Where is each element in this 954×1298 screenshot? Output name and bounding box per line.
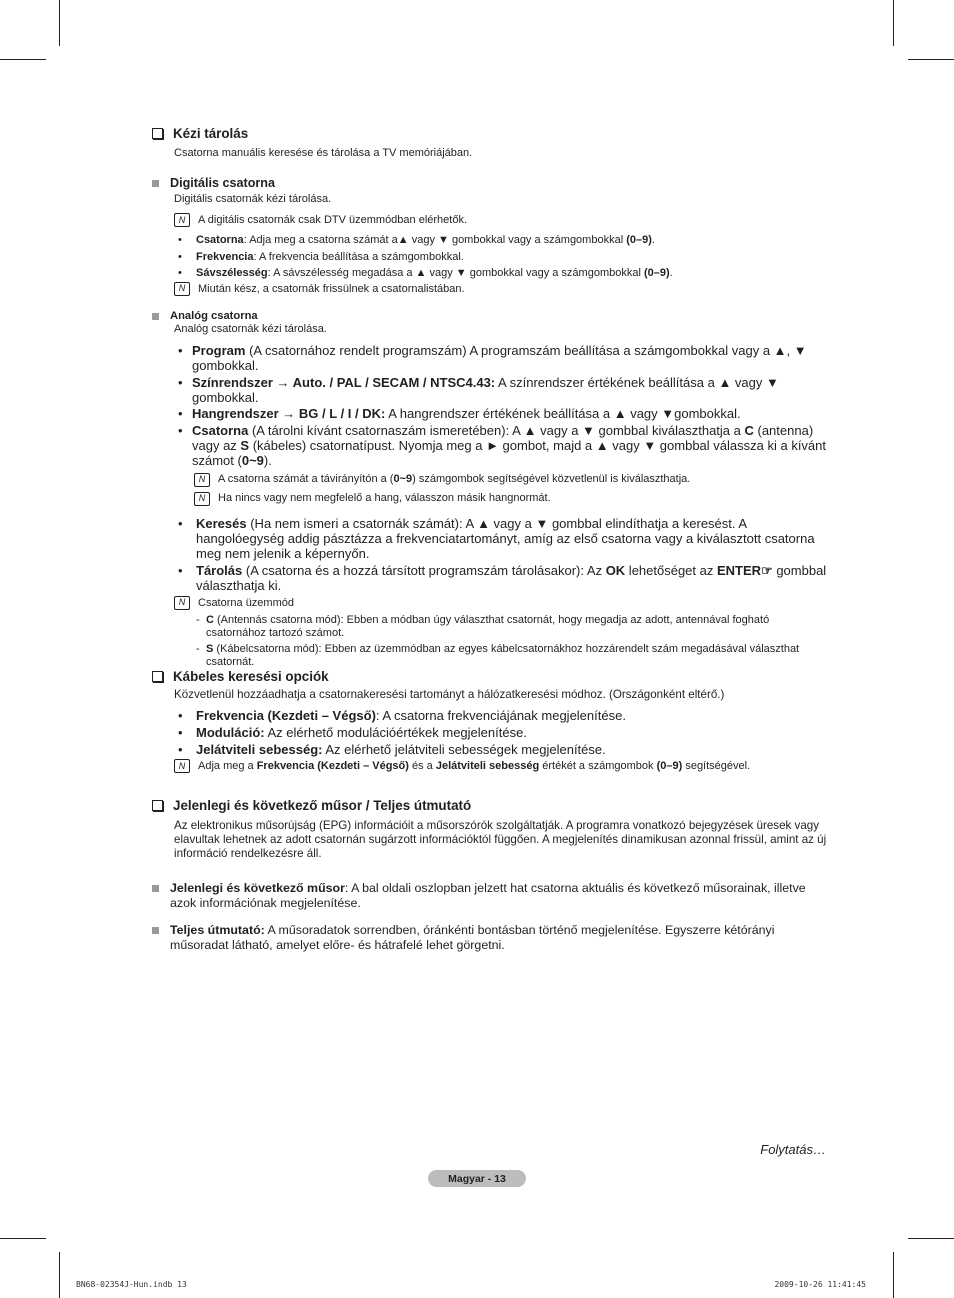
checkbox-bullet-icon: [152, 671, 163, 682]
note: N A digitális csatornák csak DTV üzemmódban elérhetők.: [174, 213, 832, 228]
epg-item-now-next: Jelenlegi és következő műsor: A bal oldali oszlopban jelzett hat csatorna aktuális és következő műsorainak, illetve azok információnak megjelenítése.: [152, 881, 832, 911]
list-item: • Program (A csatornához rendelt programszám) A programszám beállítása a számgombokkal vagy a ▲, ▼ gombokkal.: [152, 343, 832, 373]
subsection-title: Digitális csatorna: [152, 176, 832, 190]
dash-item: - C (Antennás csatorna mód): Ebben a módban úgy választhat csatornát, hogy megadja az adott, antennával fogható csatornához tartozó számot.: [196, 613, 770, 639]
section-title: Kábeles keresési opciók: [152, 669, 832, 684]
section-kabel: [152, 669, 832, 774]
crop-mark: [893, 0, 894, 46]
crop-mark: [0, 1238, 46, 1239]
subsection-digital: [152, 176, 832, 297]
section-title: Jelenlegi és következő műsor / Teljes útmutató: [152, 798, 832, 813]
kabel-list: [152, 708, 832, 757]
section-desc: Csatorna manuális keresése és tárolása a TV memóriájában.: [174, 147, 473, 159]
section-desc: Az elektronikus műsorújság (EPG) információit a műsorszórók szolgáltatják. A programra vonatkozó bejegyzések üresek vagy elavultak lehetnek az adott csatornán sugárzott információktól függően. A megjelenítés dinamikusan azonnal frissül, amint az új információ rendelkezésre áll.: [174, 819, 827, 860]
note-icon: N: [174, 596, 190, 610]
print-date-info: 2009-10-26 11:41:45: [774, 1280, 866, 1289]
dash-item: - S (Kábelcsatorna mód): Ebben az üzemmódban az egyes kábelcsatornákhoz hozzárendelt szám megadásával választhat csatornát.: [196, 642, 800, 668]
analog-list: [152, 343, 832, 468]
list-item: • Csatorna (A tárolni kívánt csatornaszám ismeretében): A ▲ vagy a ▼ gombbal kiválaszthatja a C (antenna) vagy az S (kábeles) csatornatípust. Nyomja meg a ► gombot, majd a ▲ vagy ▼ gombbal válassza ki a kívánt számot (0~9).: [152, 423, 832, 468]
list-item: • Tárolás (A csatorna és a hozzá társított programszám tárolásakor): Az OK lehetőséget az ENTER☞ gombbal választhatja ki.: [152, 563, 832, 593]
note: N Miután kész, a csatornák frissülnek a csatornalistában.: [174, 282, 832, 297]
list-item: • Csatorna: Adja meg a csatorna számát a▲ vagy ▼ gombokkal vagy a számgombokkal (0–9).: [152, 232, 832, 249]
epg-item-full-guide: Teljes útmutató: A műsoradatok sorrendben, óránkénti bontásban történő megjelenítése. Egyszerre kétórányi műsoradat látható, amelyet előre- és hátrafelé lehet görgetni.: [152, 923, 832, 953]
analog-list-2: [152, 516, 832, 593]
subsection-desc: Digitális csatornák kézi tárolása.: [174, 193, 332, 205]
checkbox-bullet-icon: [152, 800, 163, 811]
list-item: • Sávszélesség: A sávszélesség megadása a ▲ vagy ▼ gombokkal vagy a számgombokkal (0–9).: [152, 265, 832, 282]
crop-mark: [59, 1252, 60, 1298]
note-icon: N: [194, 492, 210, 506]
square-bullet-icon: [152, 313, 159, 320]
list-item: • Frekvencia (Kezdeti – Végső): A csatorna frekvenciájának megjelenítése.: [152, 708, 832, 723]
note: N Ha nincs vagy nem megfelelő a hang, válasszon másik hangnormát.: [194, 489, 832, 508]
list-item: • Keresés (Ha nem ismeri a csatornák számát): A ▲ vagy a ▼ gombbal elindíthatja a keresést. A hangolóegység addig pásztázza a frekvenciatartományt, amíg az első csatorna vagy a kiválasztott csatorna meg nem jelenik a képernyőn.: [152, 516, 832, 561]
checkbox-bullet-icon: [152, 128, 163, 139]
subsection-title: Analóg csatorna: [152, 310, 832, 322]
note-icon: N: [174, 213, 190, 227]
section-kezi: [152, 126, 832, 160]
crop-mark: [908, 59, 954, 60]
digital-list: [152, 232, 832, 282]
square-bullet-icon: [152, 885, 159, 892]
section-epg: [152, 798, 832, 953]
note-icon: N: [174, 282, 190, 296]
list-item: • Moduláció: Az elérhető modulációértékek megjelenítése.: [152, 725, 832, 740]
subsection-analog: [152, 310, 832, 670]
page-number-badge: Magyar - 13: [428, 1170, 526, 1187]
list-item: • Színrendszer → Auto. / PAL / SECAM / NTSC4.43: A színrendszer értékének beállítása a ▲ vagy ▼ gombokkal.: [152, 375, 832, 405]
square-bullet-icon: [152, 927, 159, 934]
list-item: • Frekvencia: A frekvencia beállítása a számgombokkal.: [152, 249, 832, 266]
square-bullet-icon: [152, 180, 159, 187]
note: N Adja meg a Frekvencia (Kezdeti – Végső) és a Jelátviteli sebesség értékét a számgombok (0–9) segítségével.: [174, 759, 832, 774]
note: N A csatorna számát a távirányítón a (0~9) számgombok segítségével közvetlenül is kiválaszthatja.: [194, 470, 832, 489]
list-item: • Jelátviteli sebesség: Az elérhető jelátviteli sebességek megjelenítése.: [152, 742, 832, 757]
list-item: • Hangrendszer → BG / L / I / DK: A hangrendszer értékének beállítása a ▲ vagy ▼gombokkal.: [152, 406, 832, 421]
continued-label: Folytatás…: [760, 1142, 826, 1157]
section-title: Kézi tárolás: [152, 126, 832, 141]
subsection-desc: Analóg csatornák kézi tárolása.: [174, 323, 327, 335]
crop-mark: [893, 1252, 894, 1298]
note: N Csatorna üzemmód: [174, 596, 832, 611]
crop-mark: [59, 0, 60, 46]
section-desc: Közvetlenül hozzáadhatja a csatornakeresési tartományt a hálózatkeresési módhoz. (Országonként eltérő.): [174, 688, 725, 701]
note-icon: N: [174, 759, 190, 773]
print-file-info: BN68-02354J-Hun.indb 13: [76, 1280, 187, 1289]
note-icon: N: [194, 473, 210, 487]
crop-mark: [0, 59, 46, 60]
crop-mark: [908, 1238, 954, 1239]
